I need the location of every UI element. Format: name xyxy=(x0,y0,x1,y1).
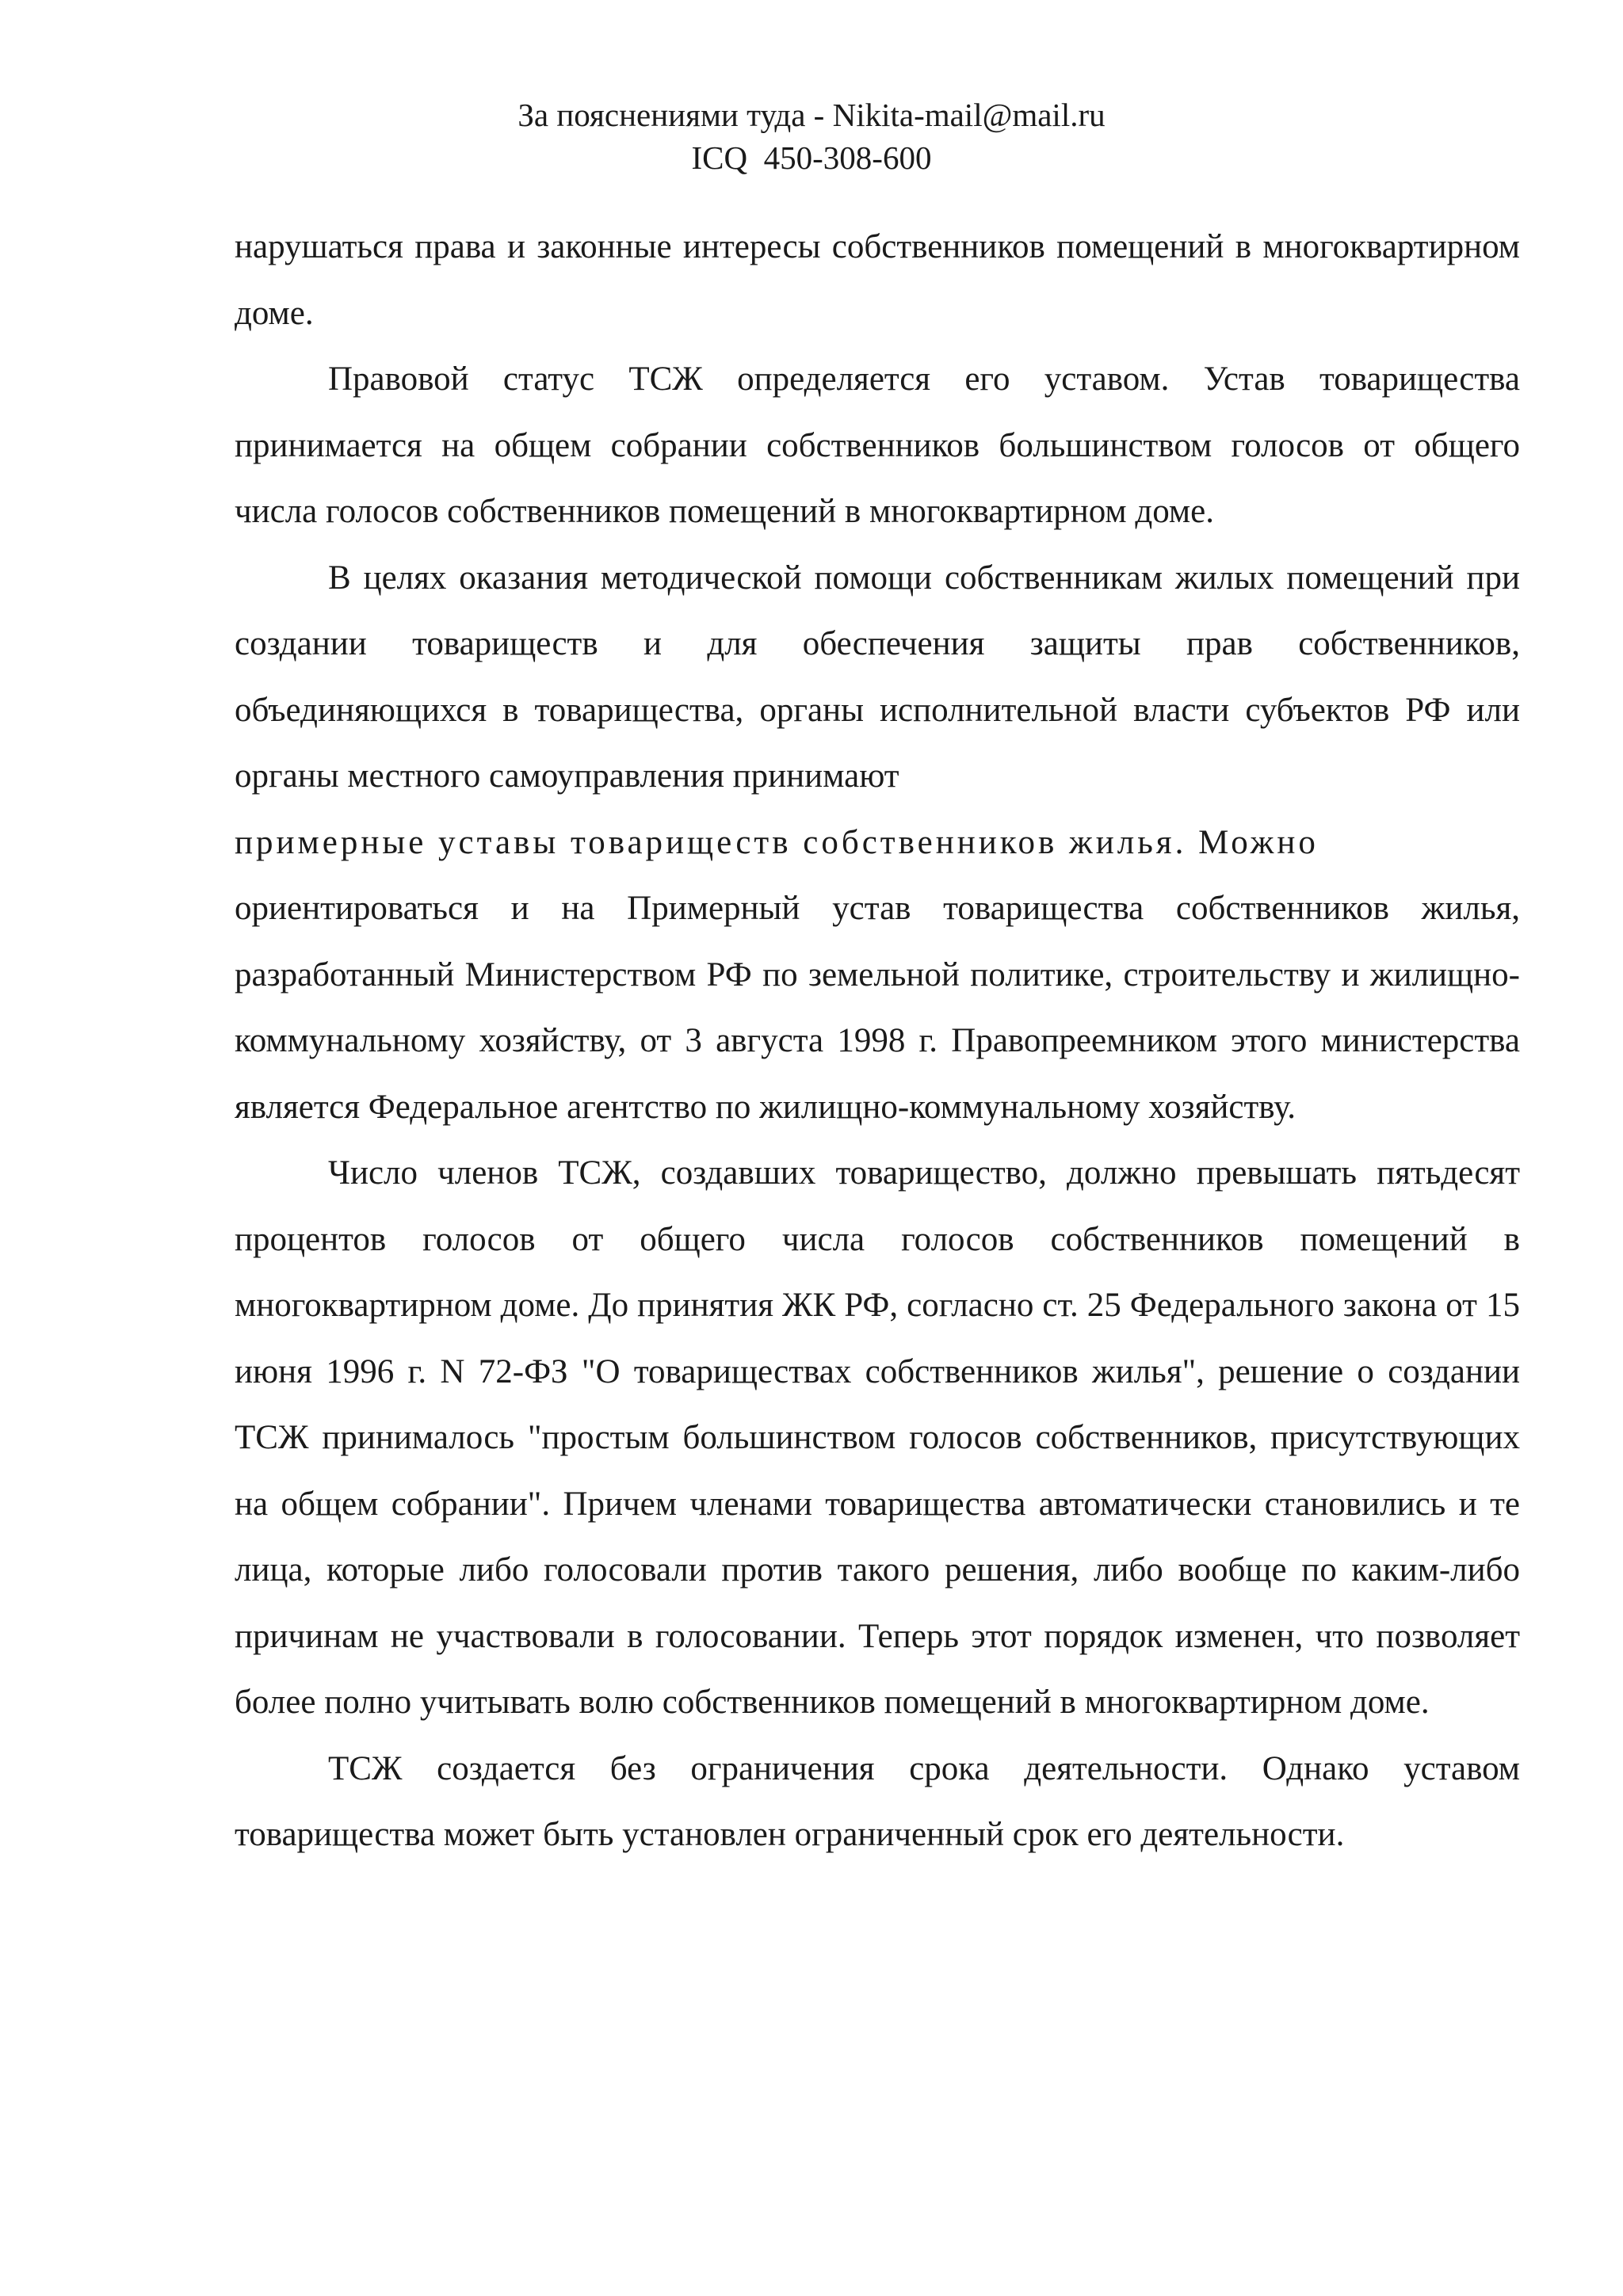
paragraph-legal-status: Правовой статус ТСЖ определяется его уставом. Устав товарищества принимается на общем собрании собственников большинством голосов от общего числа голосов собственников помещений в многоквартирном доме. xyxy=(235,360,1520,530)
header-contact-icq: ICQ 450-308-600 xyxy=(691,139,932,176)
paragraph-continuation: нарушаться права и законные интересы собственников помещений в многоквартирном доме. xyxy=(235,228,1520,332)
page-header xyxy=(0,93,1623,179)
header-contact-email: За пояснениями туда - Nikita-mail@mail.ru xyxy=(517,97,1106,133)
document-body xyxy=(235,214,1520,1868)
paragraph-membership-count: Число членов ТСЖ, создавших товарищество, должно превышать пятьдесят процентов голосов от общего числа голосов собственников помещений в многоквартирном доме. До принятия ЖК РФ, согласно ст. 25 Федерального закона от 15 июня 1996 г. N 72-ФЗ "О товариществах собственников жилья", решение о создании ТСЖ принималось "простым большинством голосов собственников, присутствующих на общем собрании". Причем членами товарищества автоматически становились и те лица, которые либо голосовали против такого решения, либо вообще по каким-либо причинам не участвовали в голосовании. Теперь этот порядок изменен, что позволяет более полно учитывать волю собственников помещений в многоквартирном доме. xyxy=(235,1154,1520,1721)
paragraph-methodical-help: В целях оказания методической помощи собственникам жилых помещений при создании товариществ и для обеспечения защиты прав собственников, объединяющихся в товарищества, органы исполнительной власти субъектов РФ или органы местного самоуправления принимают xyxy=(235,559,1520,795)
paragraph-duration: ТСЖ создается без ограничения срока деятельности. Однако уставом товарищества может быть установлен ограниченный срок его деятельности. xyxy=(235,1749,1520,1853)
paragraph-methodical-help-spaced-line: примерные уставы товариществ собственников жилья. Можно xyxy=(235,823,1319,861)
paragraph-methodical-help-continued: ориентироваться и на Примерный устав товарищества собственников жилья, разработанный Министерством РФ по земельной политике, строительству и жилищно-коммунальному хозяйству, от 3 августа 1998 г. Правопреемником этого министерства является Федеральное агентство по жилищно-коммунальному хозяйству. xyxy=(235,890,1520,1126)
